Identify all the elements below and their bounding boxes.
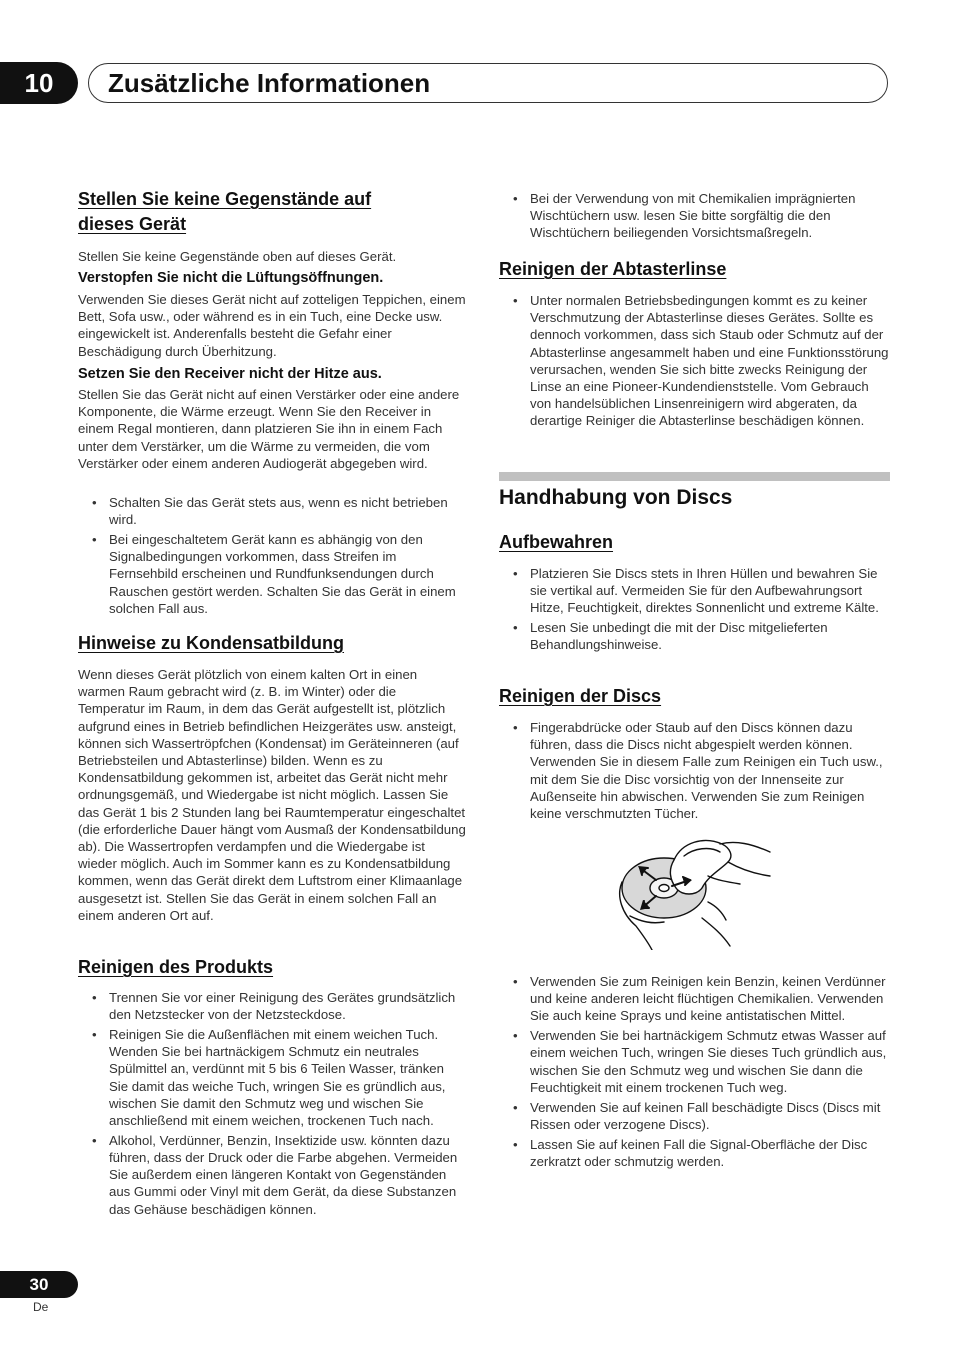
section-title-cleaning-product: Reinigen des Produkts: [78, 957, 274, 977]
list-item: • Lesen Sie unbedingt die mit der Disc mitgelieferten Behandlungshinweise.: [499, 619, 889, 653]
list-item: • Verwenden Sie auf keinen Fall beschädigte Discs (Discs mit Rissen oder verzogene Discs).: [499, 1099, 889, 1133]
list-item: • Reinigen Sie die Außenflächen mit einem weichen Tuch. Wenden Sie bei hartnäckigem Schmutz ein neutrales Spülmittel an, verdünnt mit 5 bis 6 Teilen Wasser, tränken Sie damit das weiche Tuch, wringen Sie es gründlich aus, wischen Sie damit den Schmutz weg und wischen Sie anschließend mit einem weichen, trockenen Tuch nach.: [78, 1026, 466, 1129]
paragraph-vents: Verwenden Sie dieses Gerät nicht auf zotteligen Teppichen, einem Bett, Sofa usw., oder während es in ein Tuch, eine Decke usw. eingewickelt ist. Anderenfalls besteht die Gefahr einer Beschädigung durch Überhitzung.: [78, 292, 466, 359]
section-title-disc-cleaning: Reinigen der Discs: [499, 686, 662, 706]
paragraph-condensation: Wenn dieses Gerät plötzlich von einem kalten Ort in einen warmen Raum gebracht wird (z. B. im Winter) oder die Temperatur im Raum, in dem das Gerät aufgestellt ist, plötzlich aufgrund eines in Betrieb befindlichen Heizgerätes usw. ansteigt, können sich Wassertröpfchen (Kondensat) im Geräteinneren (auf Betriebsteilen und Abtasterlinse) bilden. Wenn es zu Kondensatbildung gekommen ist, arbeitet das Gerät nicht mehr ordnungsgemäß, und Wiedergabe ist nicht möglich. Lassen Sie das Gerät 1 bis 2 Stunden lang bei Raumtemperatur eingeschaltet (die erforderliche Dauer hängt vom Ausmaß der Kondensatbildung ab). Die Wassertropfen verdampfen und die Wiedergabe ist wieder möglich. Auch im Sommer kann es zu Kondensatbildung kommen, wenn das Gerät direkt dem Luftstrom einer Klimaanlage ausgesetzt ist. Stellen Sie das Gerät in einem solchen Fall an einem anderen Ort auf.: [78, 667, 466, 923]
list-item: • Trennen Sie vor einer Reinigung des Gerätes grundsätzlich den Netzstecker von der Netzsteckdose.: [78, 989, 466, 1023]
paragraph-no-objects: Stellen Sie keine Gegenstände oben auf dieses Gerät.: [78, 249, 397, 264]
subheading-heat: Setzen Sie den Receiver nicht der Hitze aus.: [78, 366, 382, 382]
list-item: • Lassen Sie auf keinen Fall die Signal-Oberfläche der Disc zerkratzt oder schmutzig werden.: [499, 1136, 889, 1170]
list-item: • Bei der Verwendung von mit Chemikalien imprägnierten Wischtüchern usw. lesen Sie bitte sorgfältig die den Wischtüchern beiliegenden Vorsichtsmaßregeln.: [499, 190, 889, 242]
list-item: • Alkohol, Verdünner, Benzin, Insektizide usw. könnten dazu führen, dass der Druck oder die Farbe abgehen. Vermeiden Sie außerdem einen längeren Kontakt von Gegenständen aus Gummi oder Vinyl mit dem Gerät, da diese Substanzen das Gehäuse beschädigen können.: [78, 1132, 466, 1218]
paragraph-heat: Stellen Sie das Gerät nicht auf einen Verstärker oder eine andere Komponente, die Wärme erzeugt. Wenn Sie den Receiver in einem Regal montieren, dann platzieren Sie ihn in einem Fach unter dem Verstärker, um die Wärme zu vermeiden, die vom Verstärker oder einem anderen Audiogerät abgegeben wird.: [78, 387, 460, 471]
section-title-condensation: Hinweise zu Kondensatbildung: [78, 633, 345, 653]
section-title-line: Stellen Sie keine Gegenstände auf: [78, 189, 372, 209]
bullet-list-disc-cautions: [499, 973, 889, 1173]
section-title-no-objects: [78, 187, 466, 237]
list-item: • Platzieren Sie Discs stets in Ihren Hüllen und bewahren Sie sie vertikal auf. Vermeiden Sie für den Aufbewahrungsort Hitze, Feuchtigkeit, direktes Sonnenlicht und extreme Kälte.: [499, 565, 889, 617]
list-item: • Unter normalen Betriebsbedingungen kommt es zu keiner Verschmutzung der Abtasterlinse dieses Gerätes. Sollte es dennoch vorkommen, dass sich Staub oder Schmutz auf der Abtasterlinse angesammelt haben und eine Funktionsstörung verursachen, wenden Sie sich bitte zwecks Reinigung der Linse an eine Pioneer-Kundendienststelle. Vom Gebrauch von handelsüblichen Linsenreinigern wird abgeraten, da derartige Reiniger die Abtasterlinse beschädigen können.: [499, 292, 889, 430]
page-number-badge: 30: [0, 1271, 78, 1298]
section-heading-discs: Handhabung von Discs: [499, 486, 733, 509]
bullet-list-cleaning-product: [78, 989, 466, 1220]
bullet-list-storage: [499, 565, 889, 656]
section-title-storage: Aufbewahren: [499, 532, 614, 552]
language-code: De: [33, 1300, 49, 1314]
bullet-list-disc-cleaning: [499, 719, 889, 825]
list-item: • Fingerabdrücke oder Staub auf den Discs können dazu führen, dass die Discs nicht abgespielt werden können. Verwenden Sie in diesem Falle zum Reinigen ein Tuch usw., mit dem Sie die Disc vorsichtig von der Innenseite zur Außenseite hin abwischen. Verwenden Sie zum Reinigen keine verschmutzten Tücher.: [499, 719, 889, 822]
list-item: • Schalten Sie das Gerät stets aus, wenn es nicht betrieben wird.: [78, 494, 466, 528]
section-divider-bar: [499, 472, 890, 481]
disc-wiping-illustration: [612, 830, 772, 950]
list-item: • Bei eingeschaltetem Gerät kann es abhängig von den Signalbedingungen vorkommen, dass Streifen im Fernsehbild erscheinen und Rundfunksendungen durch Rauschen gestört werden. Schalten Sie das Gerät in einem solchen Fall aus.: [78, 531, 466, 617]
subheading-vents: Verstopfen Sie nicht die Lüftungsöffnungen.: [78, 270, 384, 286]
section-title-lens-cleaning: Reinigen der Abtasterlinse: [499, 259, 727, 279]
chapter-title: Zusätzliche Informationen: [108, 68, 431, 98]
section-title-line: dieses Gerät: [78, 214, 187, 234]
bullet-list-heat: [78, 494, 466, 620]
bullet-list-lens-cleaning: [499, 292, 889, 432]
chapter-number-badge: 10: [0, 62, 78, 104]
list-item: • Verwenden Sie zum Reinigen kein Benzin, keinen Verdünner und keine anderen leicht flüchtigen Chemikalien. Verwenden Sie auch keine Sprays und keine antistatischen Mittel.: [499, 973, 889, 1025]
list-item: • Verwenden Sie bei hartnäckigem Schmutz etwas Wasser auf einem weichen Tuch, wringen Sie dieses Tuch gründlich aus, wischen Sie den Schmutz weg und wischen Sie dann die Feuchtigkeit mit einem trockenen Tuch weg.: [499, 1027, 889, 1096]
bullet-list-chemical-wipes: [499, 190, 889, 244]
